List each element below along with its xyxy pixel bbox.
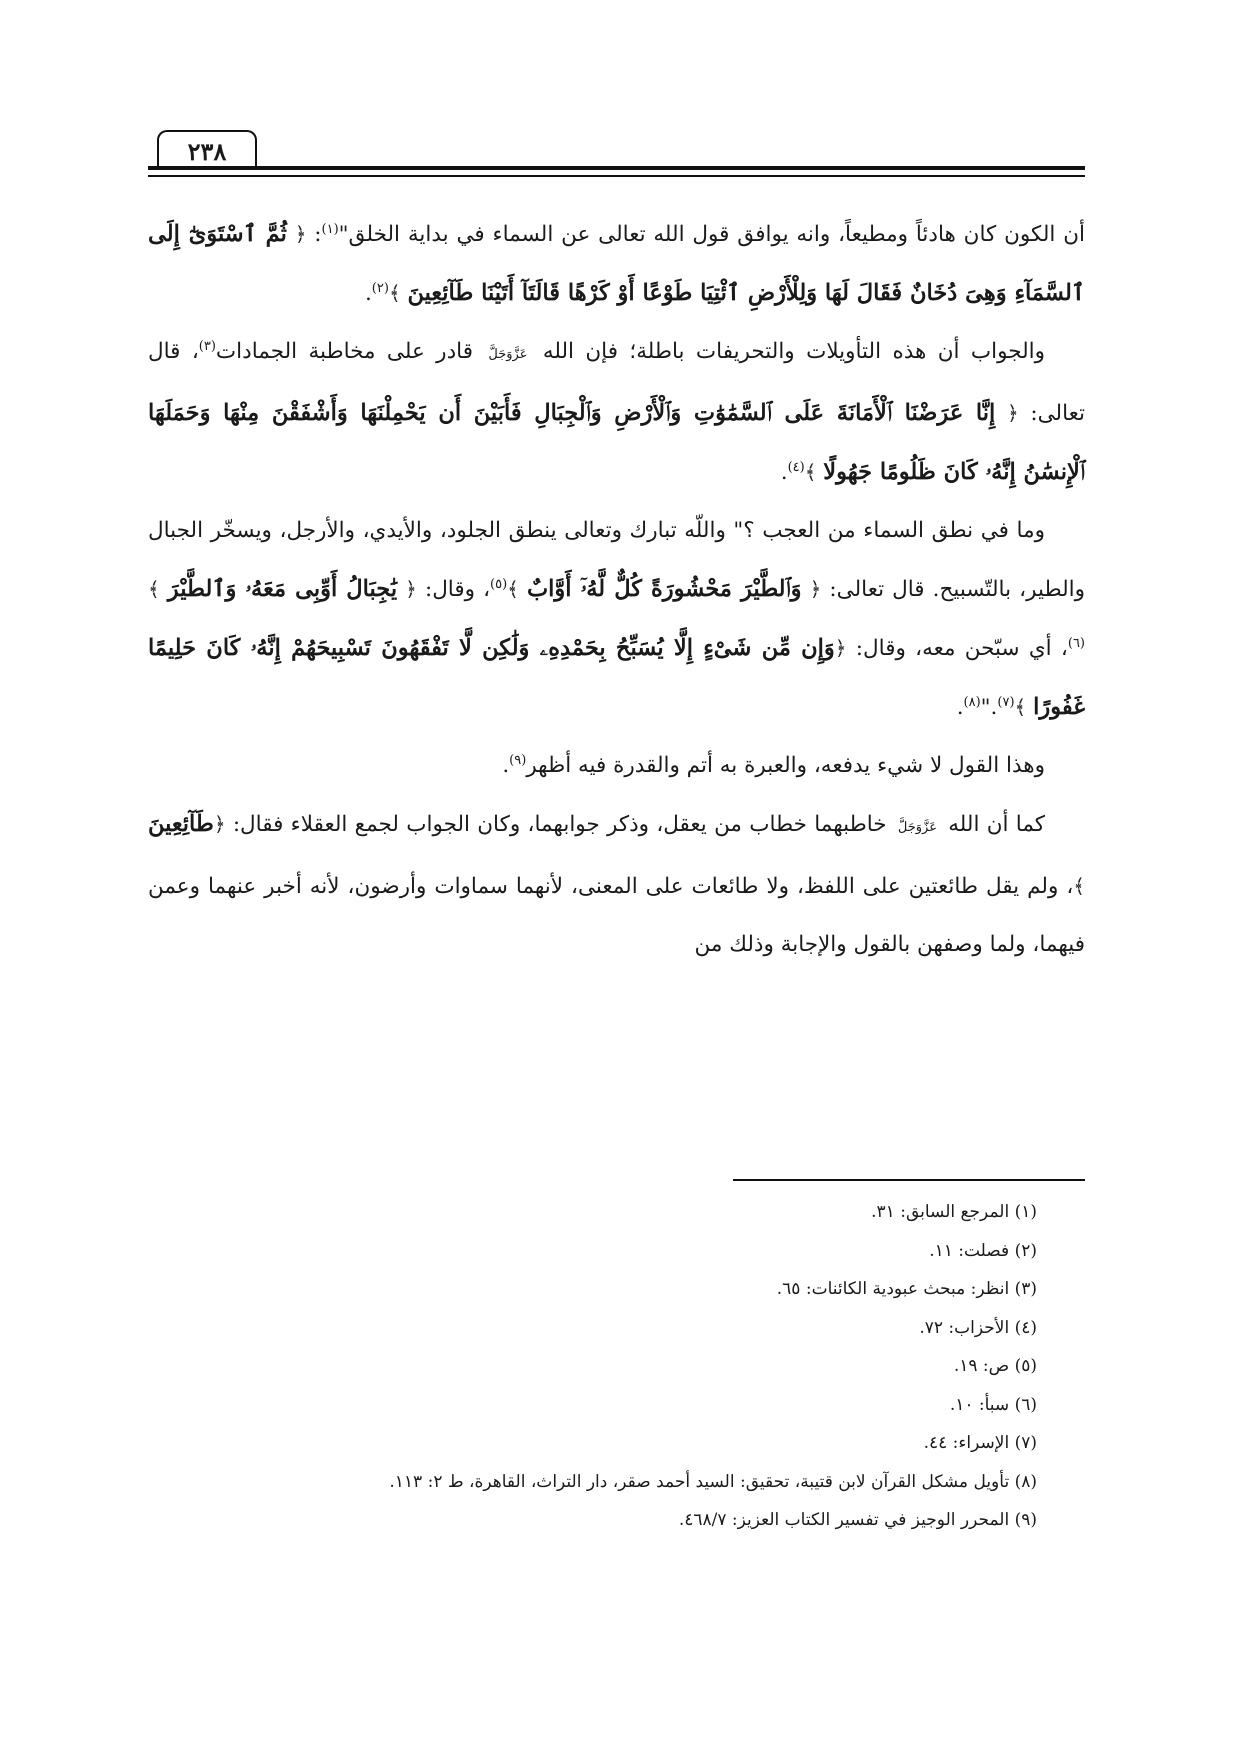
quran-bracket-close: ﴾ [1073, 874, 1085, 898]
footnote-ref-5: (٥) [490, 576, 508, 592]
header-rule-thick [148, 166, 1085, 170]
footnote: (٦) سبأ: ١٠. [949, 1394, 1037, 1415]
footnote: (٥) ص: ١٩. [953, 1356, 1037, 1376]
footnote: (٣) انظر: مبحث عبودية الكائنات: ٦٥. [776, 1279, 1037, 1299]
footnote-ref-3: (٣) [198, 338, 216, 354]
quran-bracket-open: ﴿ [294, 222, 307, 246]
p4-end: . [502, 753, 510, 778]
quran-bracket-open: ﴿ [809, 577, 822, 601]
quran-bracket-close: ﴾ [388, 281, 401, 305]
paragraph-1 [148, 205, 1085, 323]
p5-text-c: ، ولم يقل طائعتين على اللفظ، ولا طائعات على المعنى، لأنهما سماوات وأرضون، لأنه أخبر عنهما وعمن فيهما، ولما وصفهن بالقول والإجابة وذلك من [148, 874, 1085, 957]
quran-verse-sad: وَٱلطَّيْرَ مَحْشُورَةً كُلٌّ لَّهُۥٓ أَوَّابٌ [526, 576, 802, 602]
p3-text-c: ، أي سبّحن معه، وقال: [846, 636, 1068, 661]
quran-bracket-open: ﴿ [834, 636, 847, 660]
footnote: (١) المرجع السابق: ٣١. [871, 1202, 1037, 1222]
quran-bracket-close: ﴾ [148, 577, 160, 601]
quran-word-taiin: طَآئِعِينَ [148, 811, 214, 837]
footnote: (٢) فصلت: ١١. [929, 1240, 1037, 1261]
paragraph-3 [148, 502, 1085, 737]
quran-bracket-open: ﴿ [1006, 401, 1019, 425]
p3-end: . [956, 695, 964, 720]
quran-verse-ahzab: إِنَّا عَرَضْنَا ٱلْأَمَانَةَ عَلَى ٱلسَّمَٰوَٰتِ وَٱلْأَرْضِ وَٱلْجِبَالِ فَأَبَيْنَ أَن يَحْمِلْنَهَا وَأَشْفَقْنَ مِنْهَا وَحَمَلَهَا ٱلْإِنسَٰنُ إِنَّهُۥ كَانَ ظَلُومًا جَهُولًا [148, 400, 1085, 485]
p1-end: . [364, 281, 372, 306]
page-number: ٢٣٨ [157, 130, 257, 170]
paragraph-4 [148, 737, 1085, 795]
p2-text-a: والجواب أن هذه التأويلات والتحريفات باطلة؛ فإن الله [542, 339, 1045, 364]
p2-end: . [780, 460, 788, 485]
p3-text-d: ." [980, 695, 998, 720]
quran-verse-saba: يَٰجِبَالُ أَوِّبِى مَعَهُۥ وَٱلطَّيْرَ [167, 576, 398, 602]
footnote-ref-6: (٦) [1067, 635, 1085, 651]
p2-text-b: قادر على مخاطبة الجمادات [215, 339, 473, 364]
footnote-separator [733, 1179, 1085, 1181]
p4-text: وهذا القول لا شيء يدفعه، والعبرة به أتم والقدرة فيه أظهر [526, 753, 1045, 778]
quran-verse-fussilat: ثُمَّ ٱسْتَوَىٰٓ إِلَى ٱلسَّمَآءِ وَهِىَ دُخَانٌ فَقَالَ لَهَا وَلِلْأَرْضِ ٱئْتِيَا طَوْعًا أَوْ كَرْهًا قَالَتَآ أَتَيْنَا طَآئِعِينَ [148, 221, 1085, 306]
footnote: (٤) الأحزاب: ٧٢. [919, 1317, 1037, 1338]
quran-verse-isra: وَإِن مِّن شَىْءٍ إِلَّا يُسَبِّحُ بِحَمْدِهِۦ وَلَٰكِن لَّا تَفْقَهُونَ تَسْبِيحَهُمْ إِنَّهُۥ كَانَ حَلِيمًا غَفُورًا [148, 635, 1085, 720]
p2-text-c: ، قال تعالى: [148, 339, 1085, 426]
p1-colon: : [306, 222, 322, 247]
footnote-ref-2: (٢) [371, 280, 389, 296]
p3-text-b: ، وقال: [416, 577, 491, 602]
footnotes [148, 1193, 1037, 1540]
footnote-ref-9: (٩) [509, 752, 527, 768]
quran-bracket-close: ﴾ [507, 577, 519, 601]
main-text [148, 205, 1085, 974]
footnote-ref-1: (١) [321, 221, 339, 237]
quran-bracket-open: ﴿ [405, 577, 417, 601]
footnote: (٨) تأويل مشكل القرآن لابن قتيبة، تحقيق: السيد أحمد صقر، دار التراث، القاهرة، ط ٢: ١١٣. [389, 1471, 1037, 1492]
quran-bracket-open: ﴿ [213, 812, 226, 836]
p5-text-a: كما أن الله [948, 812, 1045, 837]
footnote-ref-4: (٤) [787, 459, 805, 475]
footnote: (٧) الإسراء: ٤٤. [923, 1433, 1037, 1453]
honorific: عَزَّوَجَلَّ [897, 820, 937, 835]
paragraph-2 [148, 323, 1085, 502]
footnote-ref-8: (٨) [963, 694, 981, 710]
quran-bracket-close: ﴾ [804, 460, 817, 484]
honorific: عَزَّوَجَلَّ [488, 347, 528, 362]
header-rule-thin [148, 175, 1085, 177]
footnote-ref-7: (٧) [997, 694, 1015, 710]
p3-text-a: وما في نطق السماء من العجب ؟" واللّه تبارك وتعالى ينطق الجلود، والأيدي، والأرجل، ويسخّر الجبال والطير، بالتّسبيح. قال تعالى: [148, 518, 1085, 602]
footnote: (٩) المحرر الوجيز في تفسير الكتاب العزيز: ٤٦٨/٧. [678, 1510, 1037, 1530]
p1-text: أن الكون كان هادئاً ومطيعاً، وانه يوافق قول الله تعالى عن السماء في بداية الخلق" [338, 222, 1086, 247]
quran-bracket-close: ﴾ [1014, 695, 1027, 719]
p5-text-b: خاطبهما خطاب من يعقل، وذكر جوابهما، وكان الجواب لجمع العقلاء فقال: [225, 812, 887, 837]
paragraph-5 [148, 795, 1085, 974]
